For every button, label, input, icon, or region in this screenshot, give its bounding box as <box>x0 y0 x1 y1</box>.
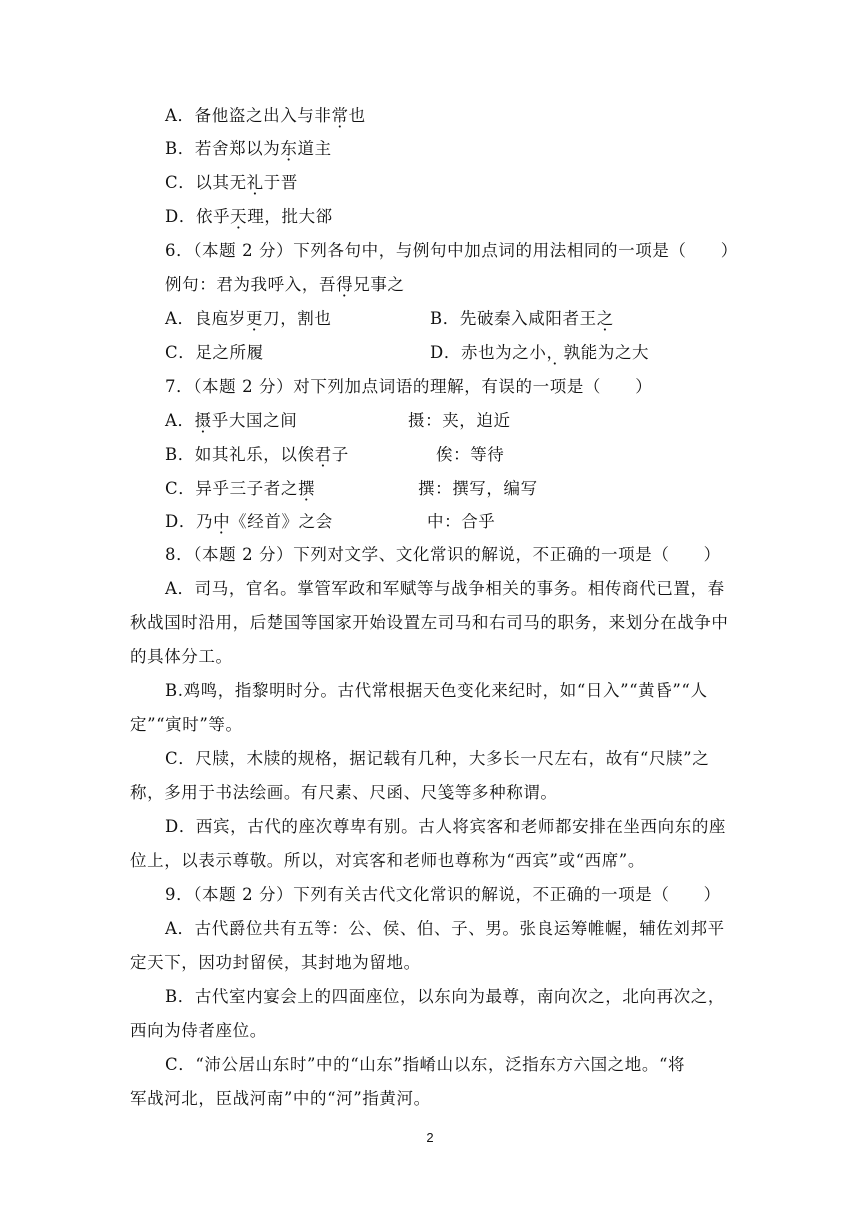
q9-option-a-line2: 定天下，因功封留侯，其封地为留地。 <box>130 953 421 972</box>
q6-example: 例句：君为我呼入，吾得兄事之 <box>165 275 405 294</box>
emphasis-dot-char: 礼 <box>246 173 264 192</box>
q5-option-a: A．备他盗之出入与非常也 <box>165 106 366 125</box>
emphasis-dot-char: ， · <box>547 343 564 362</box>
q8-option-a-line2: 秋战国时沿用，后楚国等国家开始设置左司马和右司马的职务，来划分在战争中 <box>130 613 729 632</box>
q8-option-d-line2: 位上，以表示尊敬。所以，对宾客和老师也尊称为“西宾”或“西席”。 <box>130 851 645 870</box>
q5-option-c: C．以其无礼于晋 <box>165 173 298 192</box>
q8-stem: 8．（本题 2 分）下列对文学、文化常识的解说，不正确的一项是（ ） <box>165 545 721 564</box>
q9-option-c-line2: 军战河北，臣战河南”中的“河”指黄河。 <box>130 1089 431 1108</box>
q7-option-b-definition: 俟：等待 <box>436 445 505 464</box>
q6-option-a: A．良庖岁更刀，割也 <box>165 309 332 328</box>
q9-option-a-line1: A．古代爵位共有五等：公、侯、伯、子、男。张良运筹帷幄，辅佐刘邦平 <box>165 919 725 938</box>
emphasis-dot-char: 更 <box>245 309 264 328</box>
emphasis-dot-char: 摄 <box>194 411 212 430</box>
q6-option-b: B．先破秦入咸阳者王之 <box>430 309 614 328</box>
q9-option-c-line1: C．“沛公居山东时”中的“山东”指崤山以东，泛指东方六国之地。“将 <box>165 1055 686 1074</box>
q6-stem: 6．（本题 2 分）下列各句中，与例句中加点词的用法相同的一项是（ ） <box>165 241 738 260</box>
q8-option-b-line1: B.鸡鸣，指黎明时分。古代常根据天色变化来纪时，如“日入”“黄昏”“人 <box>165 681 708 700</box>
q9-option-b-line1: B．古代室内宴会上的四面座位，以东向为最尊，南向次之，北向再次之， <box>165 987 725 1006</box>
q8-option-b-line2: 定”“寅时”等。 <box>130 715 243 734</box>
q9-stem: 9．（本题 2 分）下列有关古代文化常识的解说，不正确的一项是（ ） <box>165 885 721 904</box>
q8-option-a-line1: A．司马，官名。掌管军政和军赋等与战争相关的事务。相传商代已置，春 <box>165 579 725 598</box>
q8-option-a-line3: 的具体分工。 <box>130 647 233 666</box>
emphasis-dot-char: 中 <box>213 512 231 531</box>
q7-option-d: D．乃中《经首》之会 <box>165 512 333 531</box>
q7-option-d-definition: 中：合乎 <box>427 512 496 531</box>
emphasis-dot-char: 撰 <box>298 479 316 498</box>
emphasis-dot-char: 君 <box>314 445 332 464</box>
q8-option-c-line2: 称，多用于书法绘画。有尺素、尺函、尺笺等多种称谓。 <box>130 783 558 802</box>
q7-option-c: C．异乎三子者之撰 <box>165 479 316 498</box>
emphasis-dot-char: 天 <box>230 207 248 226</box>
q8-option-d-line1: D．西宾，古代的座次尊卑有别。古人将宾客和老师都安排在坐西向东的座 <box>165 817 727 836</box>
emphasis-dot-char: 之 <box>596 309 614 328</box>
q5-option-d: D．依乎天理，批大郤 <box>165 207 333 226</box>
q5-option-b: B．若舍郑以为东道主 <box>165 139 332 158</box>
q6-option-d: D．赤也为之小， ·孰能为之大 <box>430 341 649 365</box>
emphasis-dot-char: 得 <box>336 275 354 294</box>
q9-option-b-line2: 西向为侍者座位。 <box>130 1021 267 1040</box>
q7-option-b: B．如其礼乐，以俟君子 <box>165 445 349 464</box>
emphasis-dot-char: 东 <box>280 139 298 158</box>
q7-option-a: A．摄乎大国之间 <box>165 411 298 430</box>
q6-option-c: C．足之所履 <box>165 343 264 362</box>
page-number: 2 <box>426 1130 434 1145</box>
q7-option-a-definition: 摄：夹，迫近 <box>408 411 511 430</box>
q7-stem: 7．（本题 2 分）对下列加点词语的理解，有误的一项是（ ） <box>165 377 653 396</box>
q8-option-c-line1: C．尺牍，木牍的规格，据记载有几种，大多长一尺左右，故有“尺牍”之 <box>165 749 710 768</box>
q7-option-c-definition: 撰：撰写，编写 <box>418 479 538 498</box>
emphasis-dot-char: 常 <box>331 106 349 125</box>
